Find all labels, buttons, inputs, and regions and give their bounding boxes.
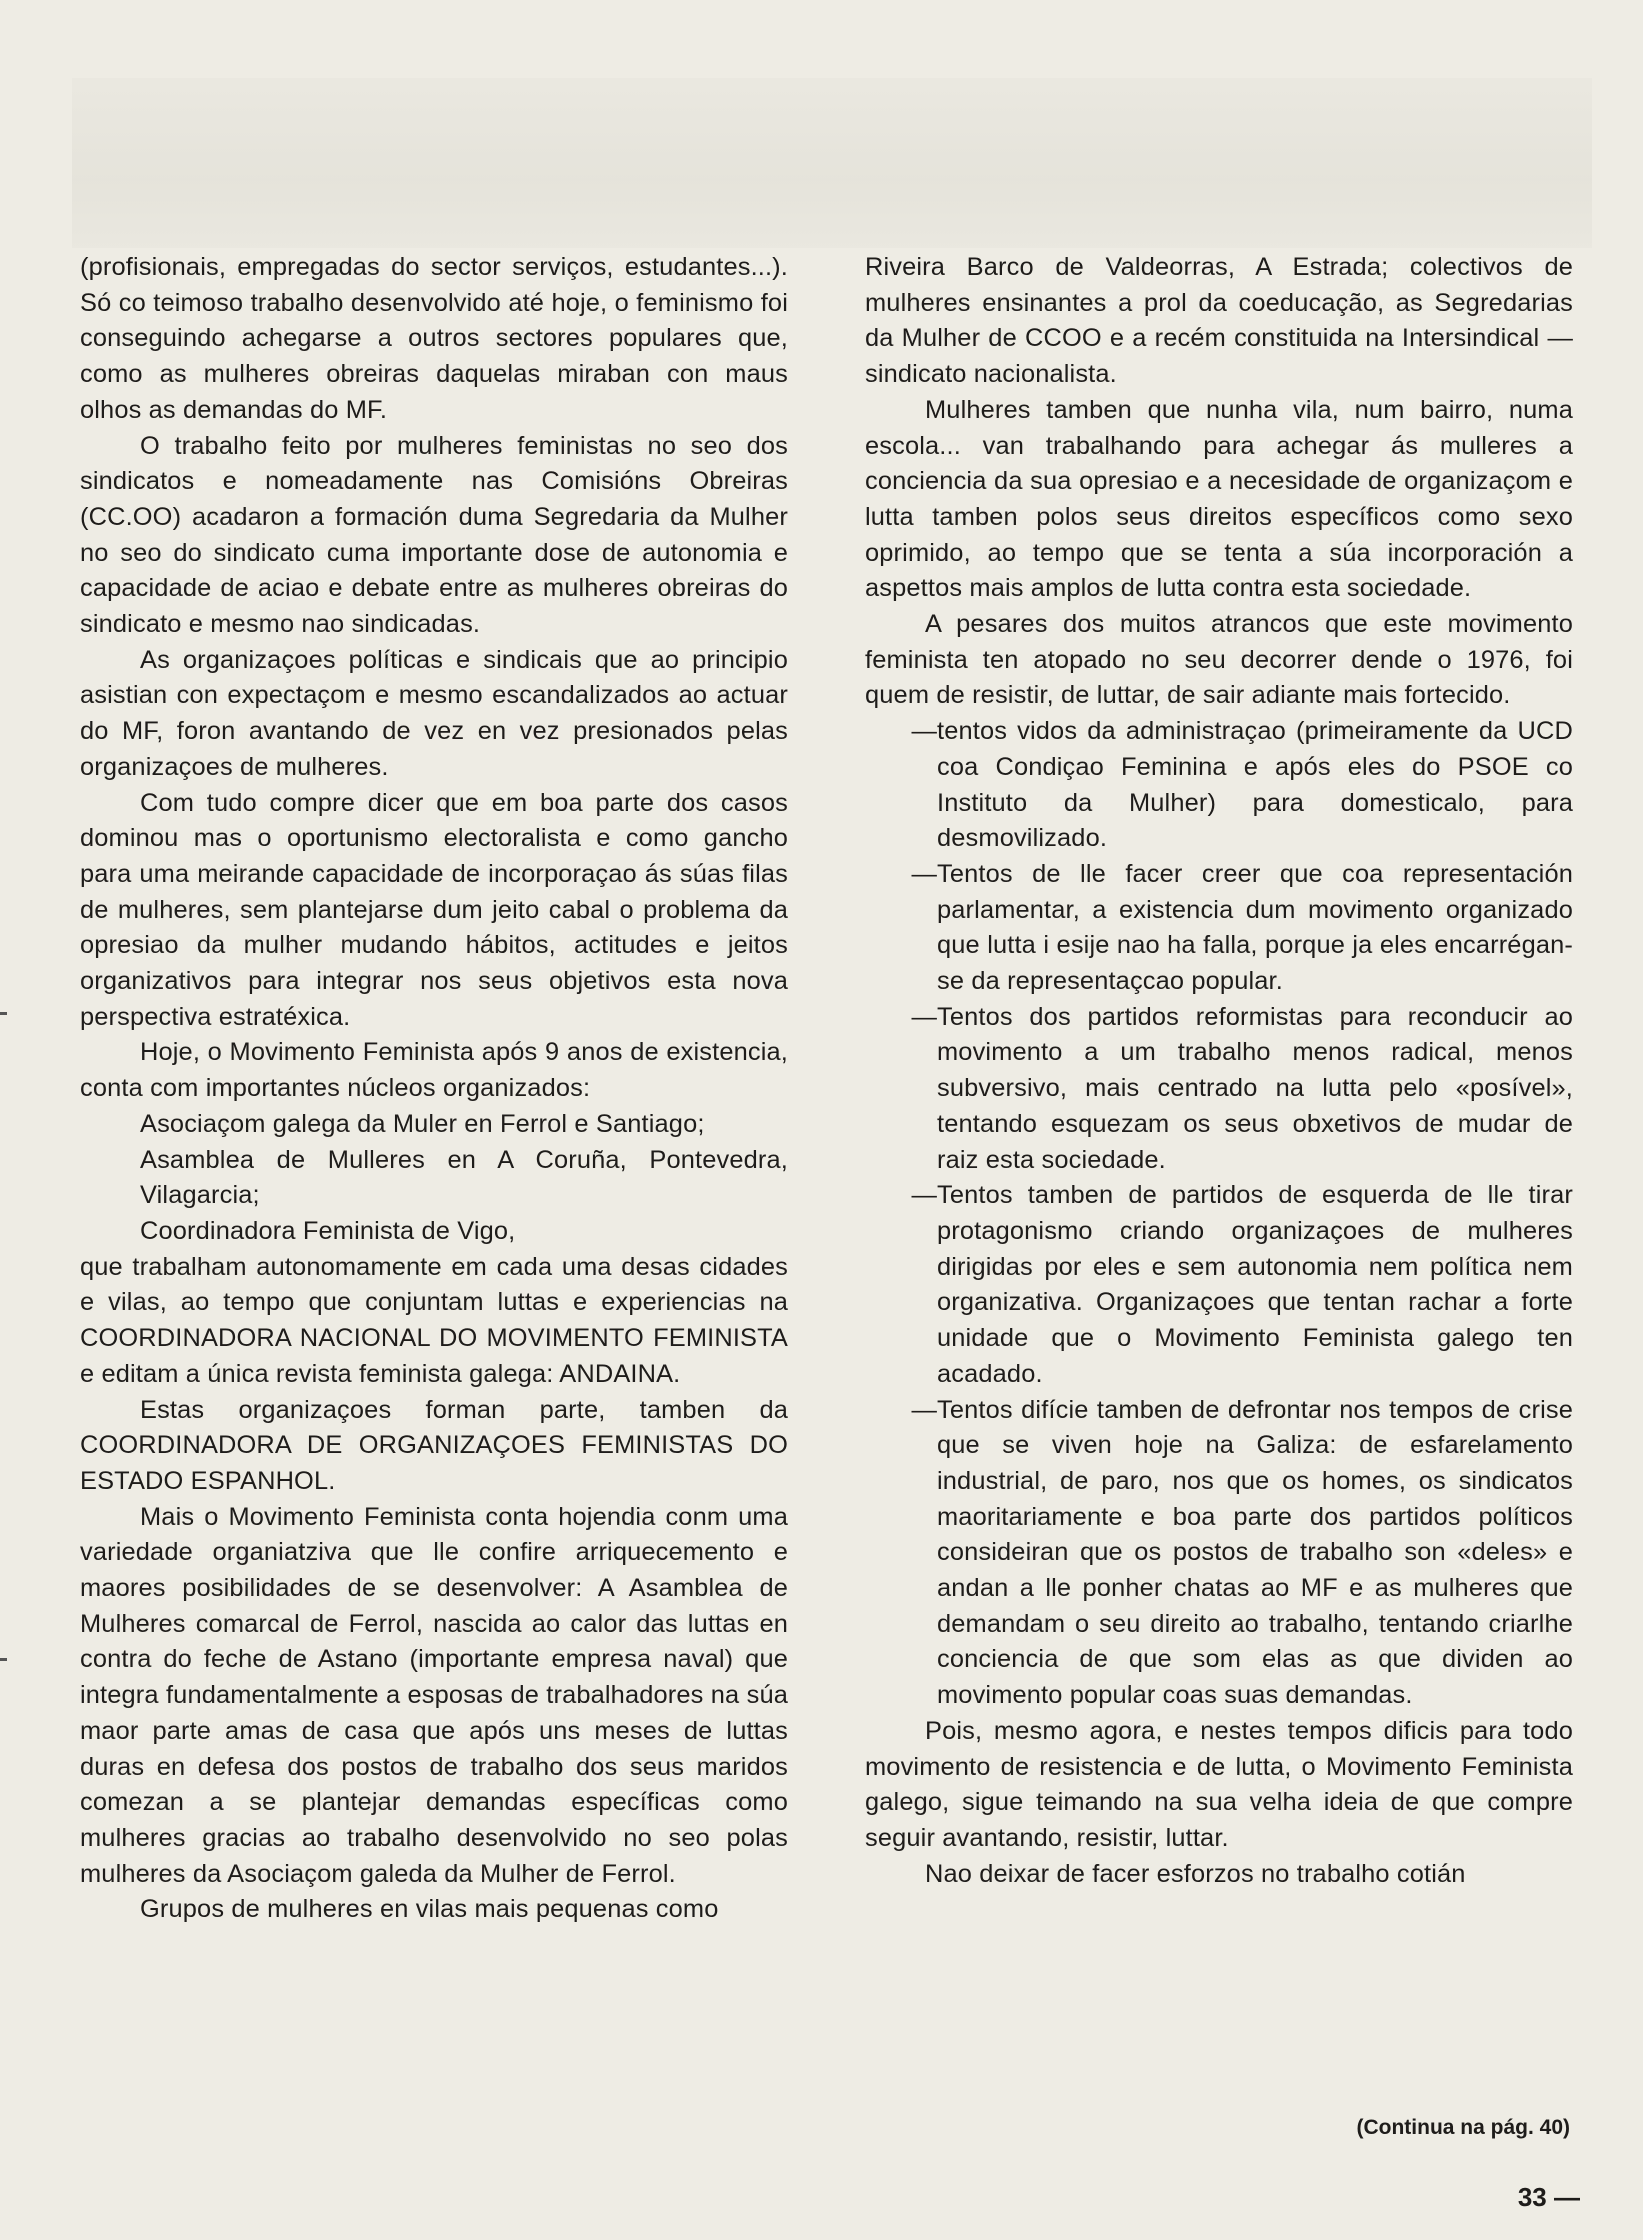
- dash-text: Tentos difície tamben de defrontar nos tempos de crise que se viven hoje na Galiza: de esfarelamento industrial, de paro, nos que os homes, os sindicatos maoritariamente e boa parte dos partidos políticos consideiran que os postos de trabalho son «deles» e andan a lle ponher chatas ao MF e as mulheres que demandam o seu direito ao trabalho, tentando criarlhe conciencia de que som elas as que dividen ao movimento popular coas suas demandas.: [937, 1395, 1573, 1710]
- dash-list-item: [865, 1393, 1573, 1714]
- dash-text: Tentos dos partidos reformistas para reconducir ao movimento a um trabalho menos radical, menos subversivo, mais centrado na lutta pelo «posível», tentando esquezam os seus obxetivos de mudar de raiz esta sociedade.: [937, 1002, 1573, 1174]
- dash-text: Tentos de lle facer creer que coa representación parlamentar, a existencia dum movimento organizado que lutta i esije nao ha falla, porque ja eles encarrégan-se da representaçcao popular.: [937, 859, 1573, 996]
- dash-mark: —: [911, 717, 937, 746]
- paragraph: Com tudo compre dicer que em boa parte dos casos dominou mas o oportunismo electoralista e como gancho para uma meirande capacidade de incorporaçao ás súas filas de mulheres, sem plantejarse dum jeito cabal o problema da opresiao da mulher mudando hábitos, actitudes e jeitos organizativos para integrar nos seus objetivos esta nova perspectiva estratéxica.: [80, 788, 788, 1031]
- margin-tick: [0, 1012, 7, 1015]
- show-through-header: [0, 0, 1643, 260]
- paragraph: que trabalham autonomamente em cada uma desas cidades e vilas, ao tempo que conjuntam luttas e experiencias na COORDINADORA NACIONAL DO MOVIMENTO FEMINISTA e editam a única revista feminista galega: ANDAINA.: [80, 1252, 788, 1388]
- list-item: Asamblea de Mulleres en A Coruña, Pontevedra, Vilagarcia;: [140, 1145, 788, 1210]
- list-item: Coordinadora Feminista de Vigo,: [140, 1216, 516, 1245]
- paragraph: Mais o Movimento Feminista conta hojendia conm uma variedade organiatziva que lle confire arriquecemento e maores posibilidades de se desenvolver: A Asamblea de Mulheres comarcal de Ferrol, nascida ao calor das luttas en contra do feche de Astano (importante empresa naval) que integra fundamentalmente a esposas de trabalhadores na súa maor parte amas de casa que após uns meses de luttas duras en defesa dos postos de trabalho dos seus maridos comezan a se plantejar demandas específicas como mulheres gracias ao trabalho desenvolvido no seo polas mulheres da Asociaçom galeda da Mulher de Ferrol.: [80, 1502, 788, 1888]
- paragraph: (profisionais, empregadas do sector serviços, estudantes...). Só co teimoso trabalho desenvolvido até hoje, o feminismo foi conseguindo achegarse a outros sectores populares que, como as mulheres obreiras daquelas miraban con maus olhos as demandas do MF.: [80, 253, 788, 424]
- page-number: 33 —: [1517, 2182, 1580, 2212]
- dash-mark: —: [911, 1002, 937, 1031]
- paragraph: Grupos de mulheres en vilas mais pequenas como: [140, 1895, 719, 1924]
- paragraph: As organizaçoes políticas e sindicais que ao principio asistian con expectaçom e mesmo escandalizados ao actuar do MF, foron avantando de vez en vez presionados pelas organizaçoes de mulheres.: [80, 645, 788, 781]
- margin-tick: [0, 1658, 7, 1661]
- paragraph: Hoje, o Movimento Feminista após 9 anos de existencia, conta com importantes núcleos organizados:: [80, 1038, 788, 1103]
- dash-list-item: [865, 857, 1573, 1000]
- paragraph: O trabalho feito por mulheres feministas no seo dos sindicatos e nomeadamente nas Comisións Obreiras (CC.OO) acadaron a formación duma Segredaria da Mulher no seo do sindicato cuma importante dose de autonomia e capacidade de aciao e debate entre as mulheres obreiras do sindicato e mesmo nao sindicadas.: [80, 431, 788, 639]
- dash-list-item: [865, 714, 1573, 857]
- paragraph: Pois, mesmo agora, e nestes tempos dificis para todo movimento de resistencia e de lutta, o Movimento Feminista galego, sigue teimando na sua velha ideia de que compre seguir avantando, resistir, luttar.: [865, 1716, 1573, 1852]
- dash-list-item: [865, 1178, 1573, 1392]
- continued-note: (Continua na pág. 40): [1356, 2116, 1570, 2139]
- paragraph: A pesares dos muitos atrancos que este movimento feminista ten atopado no seu decorrer dende o 1976, foi quem de resistir, de luttar, de sair adiante mais fortecido.: [865, 610, 1573, 710]
- dash-mark: —: [911, 1181, 937, 1210]
- dash-list-item: [865, 1000, 1573, 1179]
- show-through-band: [72, 78, 1592, 248]
- dash-mark: —: [911, 1395, 937, 1424]
- left-column: [80, 250, 788, 1928]
- list-item: Asociaçom galega da Muler en Ferrol e Santiago;: [140, 1109, 705, 1138]
- paragraph: Riveira Barco de Valdeorras, A Estrada; colectivos de mulheres ensinantes a prol da coeducação, as Segredarias da Mulher de CCOO e a recém constituida na Intersindical — sindicato nacionalista.: [865, 253, 1573, 389]
- paragraph: Mulheres tamben que nunha vila, num bairro, numa escola... van trabalhando para achegar ás mulleres a conciencia da sua opresiao e a necesidade de organizaçom e lutta tamben polos seus direitos específicos como sexo oprimido, ao tempo que se tenta a súa incorporación a aspettos mais amplos de lutta contra esta sociedade.: [865, 395, 1573, 603]
- dash-text: Tentos tamben de partidos de esquerda de lle tirar protagonismo criando organizaçoes de mulheres dirigidas por eles e sem autonomia nem política nem organizativa. Organizaçoes que tentan rachar a forte unidade que o Movimento Feminista galego ten acadado.: [937, 1181, 1573, 1388]
- dash-mark: —: [911, 859, 937, 888]
- paragraph: Estas organizaçoes forman parte, tamben da COORDINADORA DE ORGANIZAÇOES FEMINISTAS DO ESTADO ESPANHOL.: [80, 1395, 788, 1495]
- paragraph: Nao deixar de facer esforzos no trabalho cotián: [925, 1859, 1466, 1888]
- right-column: [865, 250, 1573, 1892]
- dash-text: tentos vidos da administraçao (primeiramente da UCD coa Condiçao Feminina e após eles do PSOE co Instituto da Mulher) para domesticalo, para desmovilizado.: [937, 717, 1573, 853]
